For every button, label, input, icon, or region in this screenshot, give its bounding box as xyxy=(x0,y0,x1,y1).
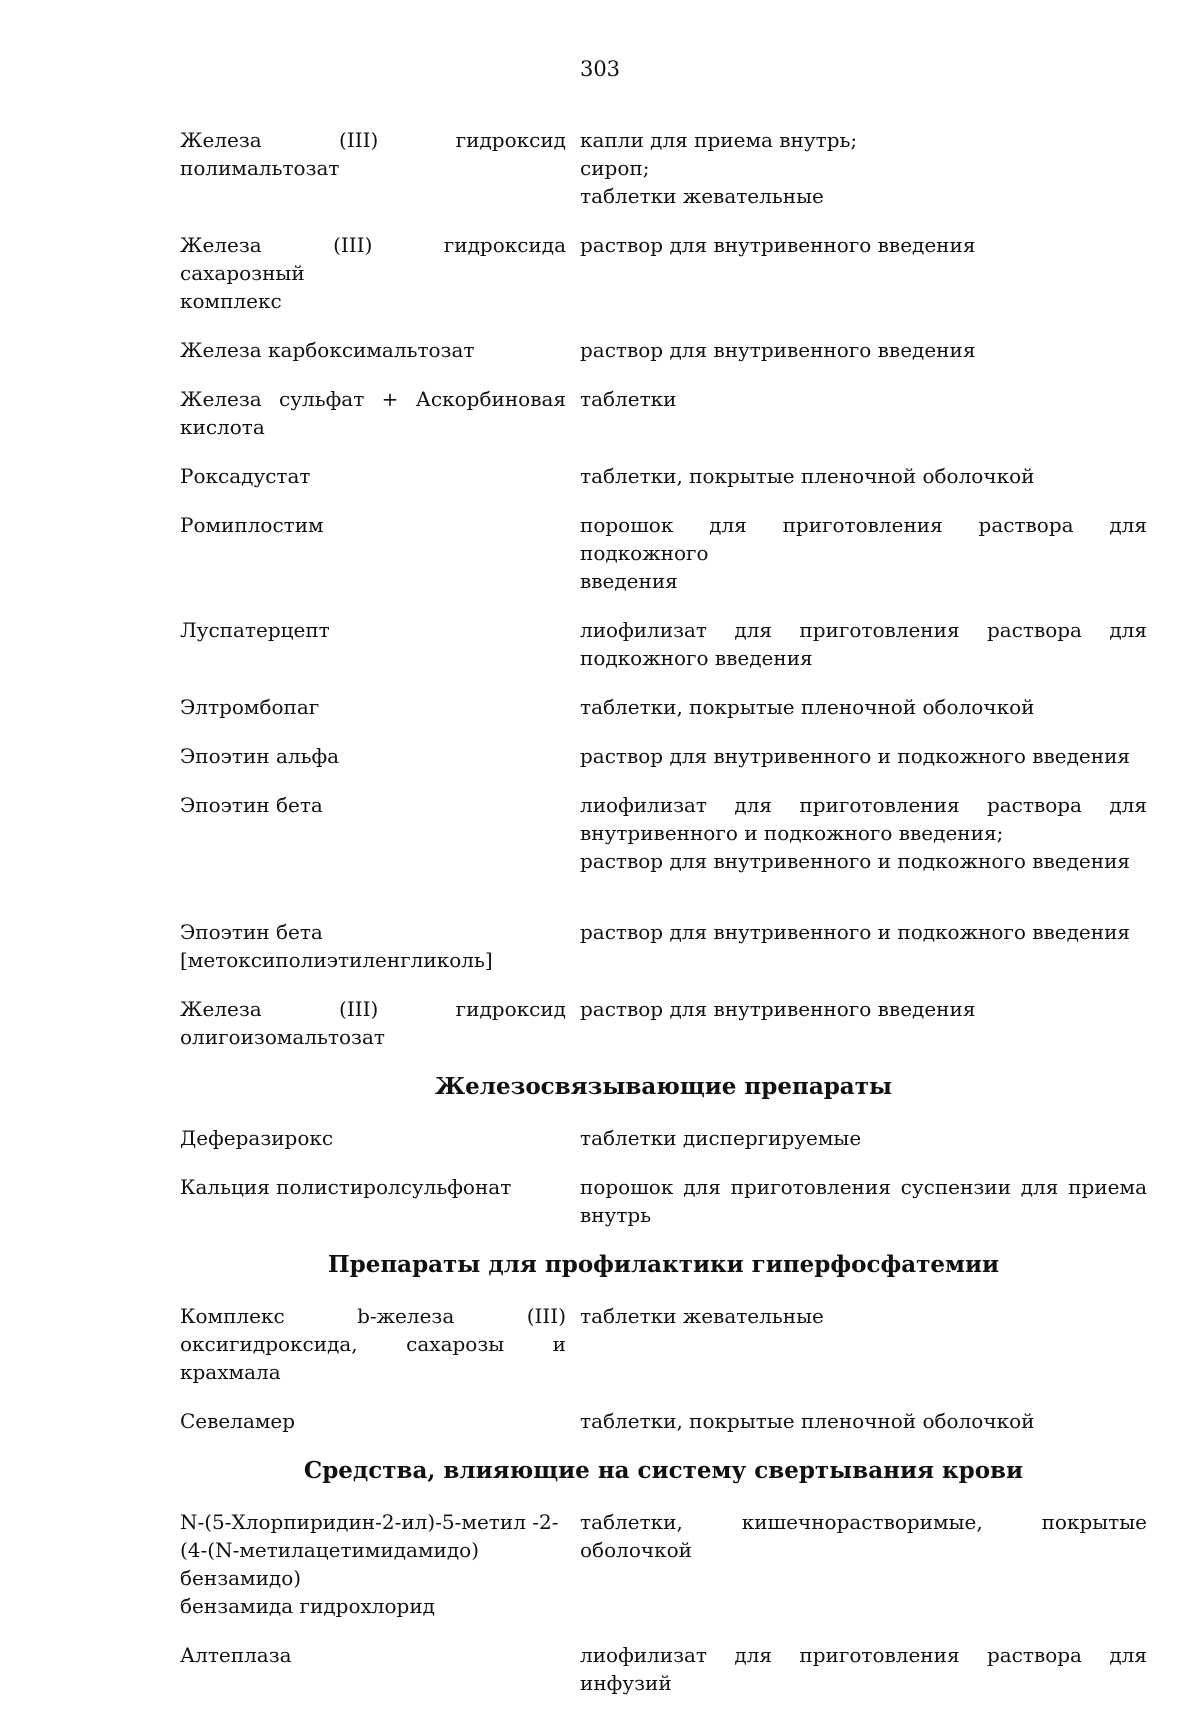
drug-name-line: (4-(N-метилацетимидамидо) бензамидо) xyxy=(180,1538,480,1590)
dosage-form xyxy=(580,462,1147,490)
drug-name-line: Севеламер xyxy=(180,1409,296,1433)
drug-name-line: Эпоэтин бета xyxy=(180,920,323,944)
drug-name-line: Железа (III) гидроксида сахарозный xyxy=(180,233,566,285)
dosage-form xyxy=(580,1302,1147,1386)
drug-name xyxy=(180,1302,580,1386)
dosage-form-line: раствор для внутривенного и подкожного введения xyxy=(580,920,1131,944)
table-row xyxy=(180,1641,1147,1697)
dosage-form xyxy=(580,385,1147,441)
table-row xyxy=(180,336,1147,364)
drug-name xyxy=(180,1124,580,1152)
dosage-form xyxy=(580,918,1147,974)
dosage-form-line: таблетки, покрытые пленочной оболочкой xyxy=(580,695,1035,719)
drug-name xyxy=(180,1173,580,1229)
dosage-form xyxy=(580,1641,1147,1697)
dosage-form-line: таблетки, кишечнорастворимые, покрытые оболочкой xyxy=(580,1510,1147,1562)
drug-name-line: Ромиплостим xyxy=(180,513,324,537)
drug-name-line: Железа карбоксимальтозат xyxy=(180,338,475,362)
drug-name-line: Деферазирокс xyxy=(180,1126,334,1150)
drug-name-line: кислота xyxy=(180,415,265,439)
drug-name-line: Комплекс b-железа (III) xyxy=(180,1304,566,1328)
drug-name xyxy=(180,1508,580,1620)
dosage-form xyxy=(580,1124,1147,1152)
drug-name-line: Железа (III) гидроксид xyxy=(180,128,566,152)
dosage-form-line: таблетки xyxy=(580,387,677,411)
drug-name-line: Эпоэтин альфа xyxy=(180,744,340,768)
drug-list xyxy=(180,126,1147,1718)
table-row xyxy=(180,742,1147,770)
table-row xyxy=(180,1508,1147,1620)
drug-name xyxy=(180,995,580,1051)
drug-name xyxy=(180,616,580,672)
dosage-form xyxy=(580,1508,1147,1620)
table-row xyxy=(180,462,1147,490)
table-row xyxy=(180,1124,1147,1152)
drug-name xyxy=(180,918,580,974)
drug-name-line: Элтромбопаг xyxy=(180,695,320,719)
drug-name-line: олигоизомальтозат xyxy=(180,1025,385,1049)
drug-name xyxy=(180,1641,580,1697)
drug-name-line: оксигидроксида, сахарозы и xyxy=(180,1332,566,1356)
dosage-form-line: порошок для приготовления раствора для подкожного xyxy=(580,513,1147,565)
drug-name-line: Эпоэтин бета xyxy=(180,793,323,817)
dosage-form xyxy=(580,616,1147,672)
section-heading: Железосвязывающие препараты xyxy=(434,1073,893,1100)
drug-name xyxy=(180,693,580,721)
dosage-form xyxy=(580,231,1147,315)
drug-name-line: Кальция полистиролсульфонат xyxy=(180,1175,512,1199)
drug-name xyxy=(180,462,580,490)
dosage-form xyxy=(580,511,1147,595)
table-row xyxy=(180,995,1147,1051)
dosage-form-line: таблетки, покрытые пленочной оболочкой xyxy=(580,1409,1035,1433)
dosage-form xyxy=(580,336,1147,364)
drug-name xyxy=(180,385,580,441)
drug-name-line: крахмала xyxy=(180,1360,281,1384)
dosage-form-line: внутрь xyxy=(580,1203,652,1227)
table-row xyxy=(180,385,1147,441)
dosage-form-line: раствор для внутривенного введения xyxy=(580,997,976,1021)
dosage-form xyxy=(580,742,1147,770)
drug-name xyxy=(180,1407,580,1435)
drug-name-line: полимальтозат xyxy=(180,156,340,180)
dosage-form xyxy=(580,126,1147,210)
table-row xyxy=(180,918,1147,974)
drug-name xyxy=(180,231,580,315)
drug-name xyxy=(180,742,580,770)
table-row xyxy=(180,126,1147,210)
dosage-form xyxy=(580,791,1147,875)
table-row xyxy=(180,511,1147,595)
page-number: 303 xyxy=(579,57,621,81)
section-heading: Препараты для профилактики гиперфосфатемии xyxy=(327,1251,1000,1278)
dosage-form-line: раствор для внутривенного и подкожного введения xyxy=(580,744,1131,768)
drug-name xyxy=(180,336,580,364)
table-row xyxy=(180,616,1147,672)
table-row xyxy=(180,1173,1147,1229)
dosage-form-line: капли для приема внутрь; xyxy=(580,128,858,152)
dosage-form-line: таблетки, покрытые пленочной оболочкой xyxy=(580,464,1035,488)
dosage-form-line: раствор для внутривенного и подкожного введения xyxy=(580,849,1131,873)
dosage-form-line: порошок для приготовления суспензии для приема xyxy=(580,1175,1147,1199)
drug-name-line: Луспатерцепт xyxy=(180,618,330,642)
drug-name-line: [метоксиполиэтиленгликоль] xyxy=(180,948,493,972)
table-row xyxy=(180,231,1147,315)
dosage-form xyxy=(580,995,1147,1051)
dosage-form xyxy=(580,1407,1147,1435)
dosage-form-line: таблетки жевательные xyxy=(580,1304,824,1328)
dosage-form xyxy=(580,1173,1147,1229)
drug-name xyxy=(180,126,580,210)
dosage-form xyxy=(580,693,1147,721)
table-row xyxy=(180,1407,1147,1435)
dosage-form-line: лиофилизат для приготовления раствора для инфузий xyxy=(580,1643,1147,1695)
drug-name-line: Роксадустат xyxy=(180,464,311,488)
dosage-form-line: раствор для внутривенного введения xyxy=(580,338,976,362)
section-heading: Средства, влияющие на систему свертывания крови xyxy=(303,1457,1024,1484)
drug-name-line: комплекс xyxy=(180,289,282,313)
dosage-form-line: лиофилизат для приготовления раствора для xyxy=(580,793,1147,817)
table-row xyxy=(180,693,1147,721)
dosage-form-line: введения xyxy=(580,569,678,593)
drug-name xyxy=(180,511,580,595)
dosage-form-line: лиофилизат для приготовления раствора для xyxy=(580,618,1147,642)
table-row xyxy=(180,791,1147,875)
drug-name-line: бензамида гидрохлорид xyxy=(180,1594,435,1618)
drug-name-line: Железа сульфат + Аскорбиновая xyxy=(180,387,566,411)
drug-name-line: Алтеплаза xyxy=(180,1643,292,1667)
table-row xyxy=(180,1302,1147,1386)
drug-name-line: Железа (III) гидроксид xyxy=(180,997,566,1021)
dosage-form-line: сироп; xyxy=(580,156,650,180)
dosage-form-line: таблетки жевательные xyxy=(580,184,824,208)
dosage-form-line: раствор для внутривенного введения xyxy=(580,233,976,257)
drug-name xyxy=(180,791,580,875)
dosage-form-line: таблетки диспергируемые xyxy=(580,1126,862,1150)
drug-name-line: N-(5-Хлорпиридин-2-ил)-5-метил -2- xyxy=(180,1510,559,1534)
dosage-form-line: подкожного введения xyxy=(580,646,813,670)
dosage-form-line: внутривенного и подкожного введения; xyxy=(580,821,1004,845)
